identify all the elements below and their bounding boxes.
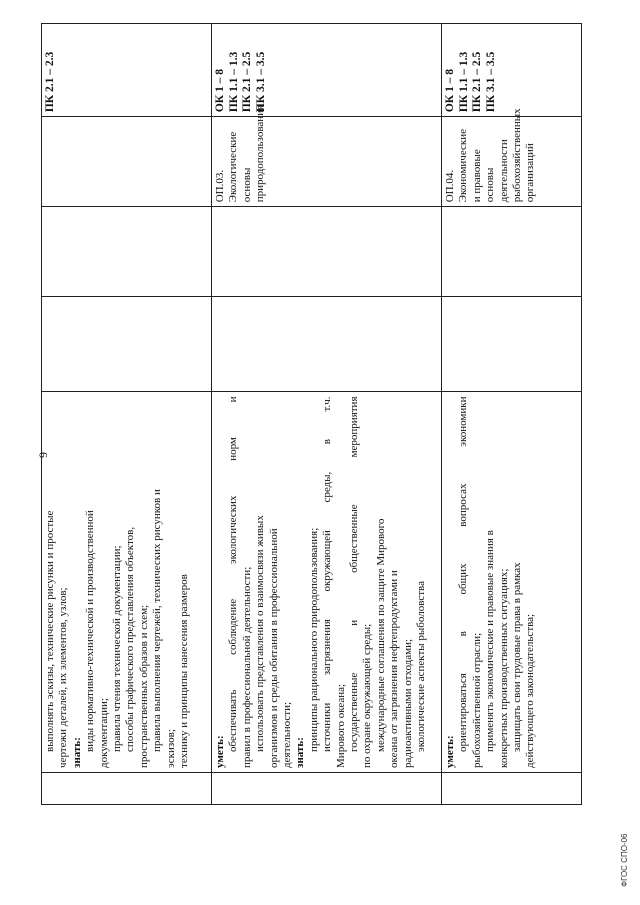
discipline-cell: ОП.03. Экологические основы природопользования <box>212 117 442 207</box>
discipline-cell <box>42 117 212 207</box>
text-line: ориентироваться в общих вопросах экономики <box>457 396 470 752</box>
text-line: экологические аспекты рыболовства <box>415 581 428 752</box>
text-line: по охране окружающей среды; <box>361 623 374 768</box>
page-number: 9 <box>36 452 50 458</box>
section-label: уметь: <box>444 735 456 768</box>
section-label: знать: <box>70 737 83 768</box>
code-line: ПК 2.1 – 2.5 <box>471 51 484 113</box>
code-line: ОК 1 – 8 <box>214 68 226 113</box>
index-cell <box>442 772 582 804</box>
requirements-cell <box>442 392 582 772</box>
empty-cell <box>42 297 212 392</box>
code-line: ПК 1.1 – 1.3 <box>227 51 240 113</box>
text-line: правил в профессиональной деятельности; <box>240 566 253 768</box>
requirements-cell <box>42 392 212 772</box>
text-line: виды нормативно-технической и производственной <box>84 510 97 752</box>
text-line: рыбохозяйственной отрасли; <box>470 632 483 768</box>
text-line: документации; <box>97 698 110 768</box>
code-line: ПК 3.1 – 3.5 <box>484 51 497 113</box>
text-line: Мирового океана; <box>334 683 347 768</box>
section-label: знать: <box>294 737 307 768</box>
table-row <box>42 24 212 805</box>
text-line: организмов и среды обитания в профессиональной <box>267 528 280 768</box>
text-line: чертежи деталей, их элементов, узлов; <box>57 587 70 768</box>
text-line: правила чтения технической документации; <box>111 545 124 752</box>
code-line: ПК 2.1 – 2.3 <box>44 51 56 113</box>
text-line: защищать свои трудовые права в рамках <box>511 562 524 752</box>
text-line: правила выполнения чертежей, технических рисунков и <box>151 489 164 752</box>
text-line: применять экономические и правовые знания в <box>484 530 497 752</box>
text-line: государственные и общественные мероприятия <box>348 396 361 752</box>
code-line: ОК 1 – 8 <box>444 68 456 113</box>
section-label: уметь: <box>214 735 226 768</box>
table-row <box>442 24 582 805</box>
codes-cell <box>212 24 442 117</box>
empty-cell <box>212 297 442 392</box>
text-line: действующего законодательства; <box>524 613 537 768</box>
text-line: океана от загрязнения нефтепродуктами и <box>388 570 401 768</box>
text-line: конкретных производственных ситуациях; <box>497 568 510 768</box>
text-line: радиоактивными отходами; <box>401 638 414 768</box>
competency-table <box>41 23 582 805</box>
index-cell <box>212 772 442 804</box>
text-line: технику и принципы нанесения размеров <box>178 574 191 768</box>
code-line: ПК 2.1 – 2.5 <box>241 51 254 113</box>
table-row <box>212 24 442 805</box>
text-line: принципы рационального природопользования; <box>307 527 320 752</box>
empty-cell <box>212 207 442 297</box>
text-line: способы графического представления объектов, <box>124 526 137 752</box>
text-line: источники загрязнения окружающей среды, в т.ч. <box>321 396 334 752</box>
text-line: пространственных образов и схем; <box>137 604 150 768</box>
text-line: международные соглашения по защите Мирового <box>374 518 387 752</box>
empty-cell <box>442 207 582 297</box>
footer-code: ФГОС СПО-06 <box>620 833 629 887</box>
requirements-cell <box>212 392 442 772</box>
empty-cell <box>42 207 212 297</box>
empty-cell <box>442 297 582 392</box>
codes-cell <box>442 24 582 117</box>
text-line: использовать представления о взаимосвязи живых <box>254 515 267 752</box>
text-line: деятельности; <box>281 701 294 768</box>
text-line: выполнять эскизы, технические рисунки и простые <box>44 510 56 752</box>
codes-cell <box>42 24 212 117</box>
discipline-cell: ОП.04. Экономические и правовые основы деятельности рыбохозяйственных организаций <box>442 117 582 207</box>
code-line: ПК 1.1 – 1.3 <box>457 51 470 113</box>
index-cell <box>42 772 212 804</box>
text-line: обеспечивать соблюдение экологических норм и <box>227 396 240 752</box>
text-line: эскизов; <box>164 729 177 768</box>
code-line: ПК 3.1 – 3.5 <box>254 51 267 113</box>
